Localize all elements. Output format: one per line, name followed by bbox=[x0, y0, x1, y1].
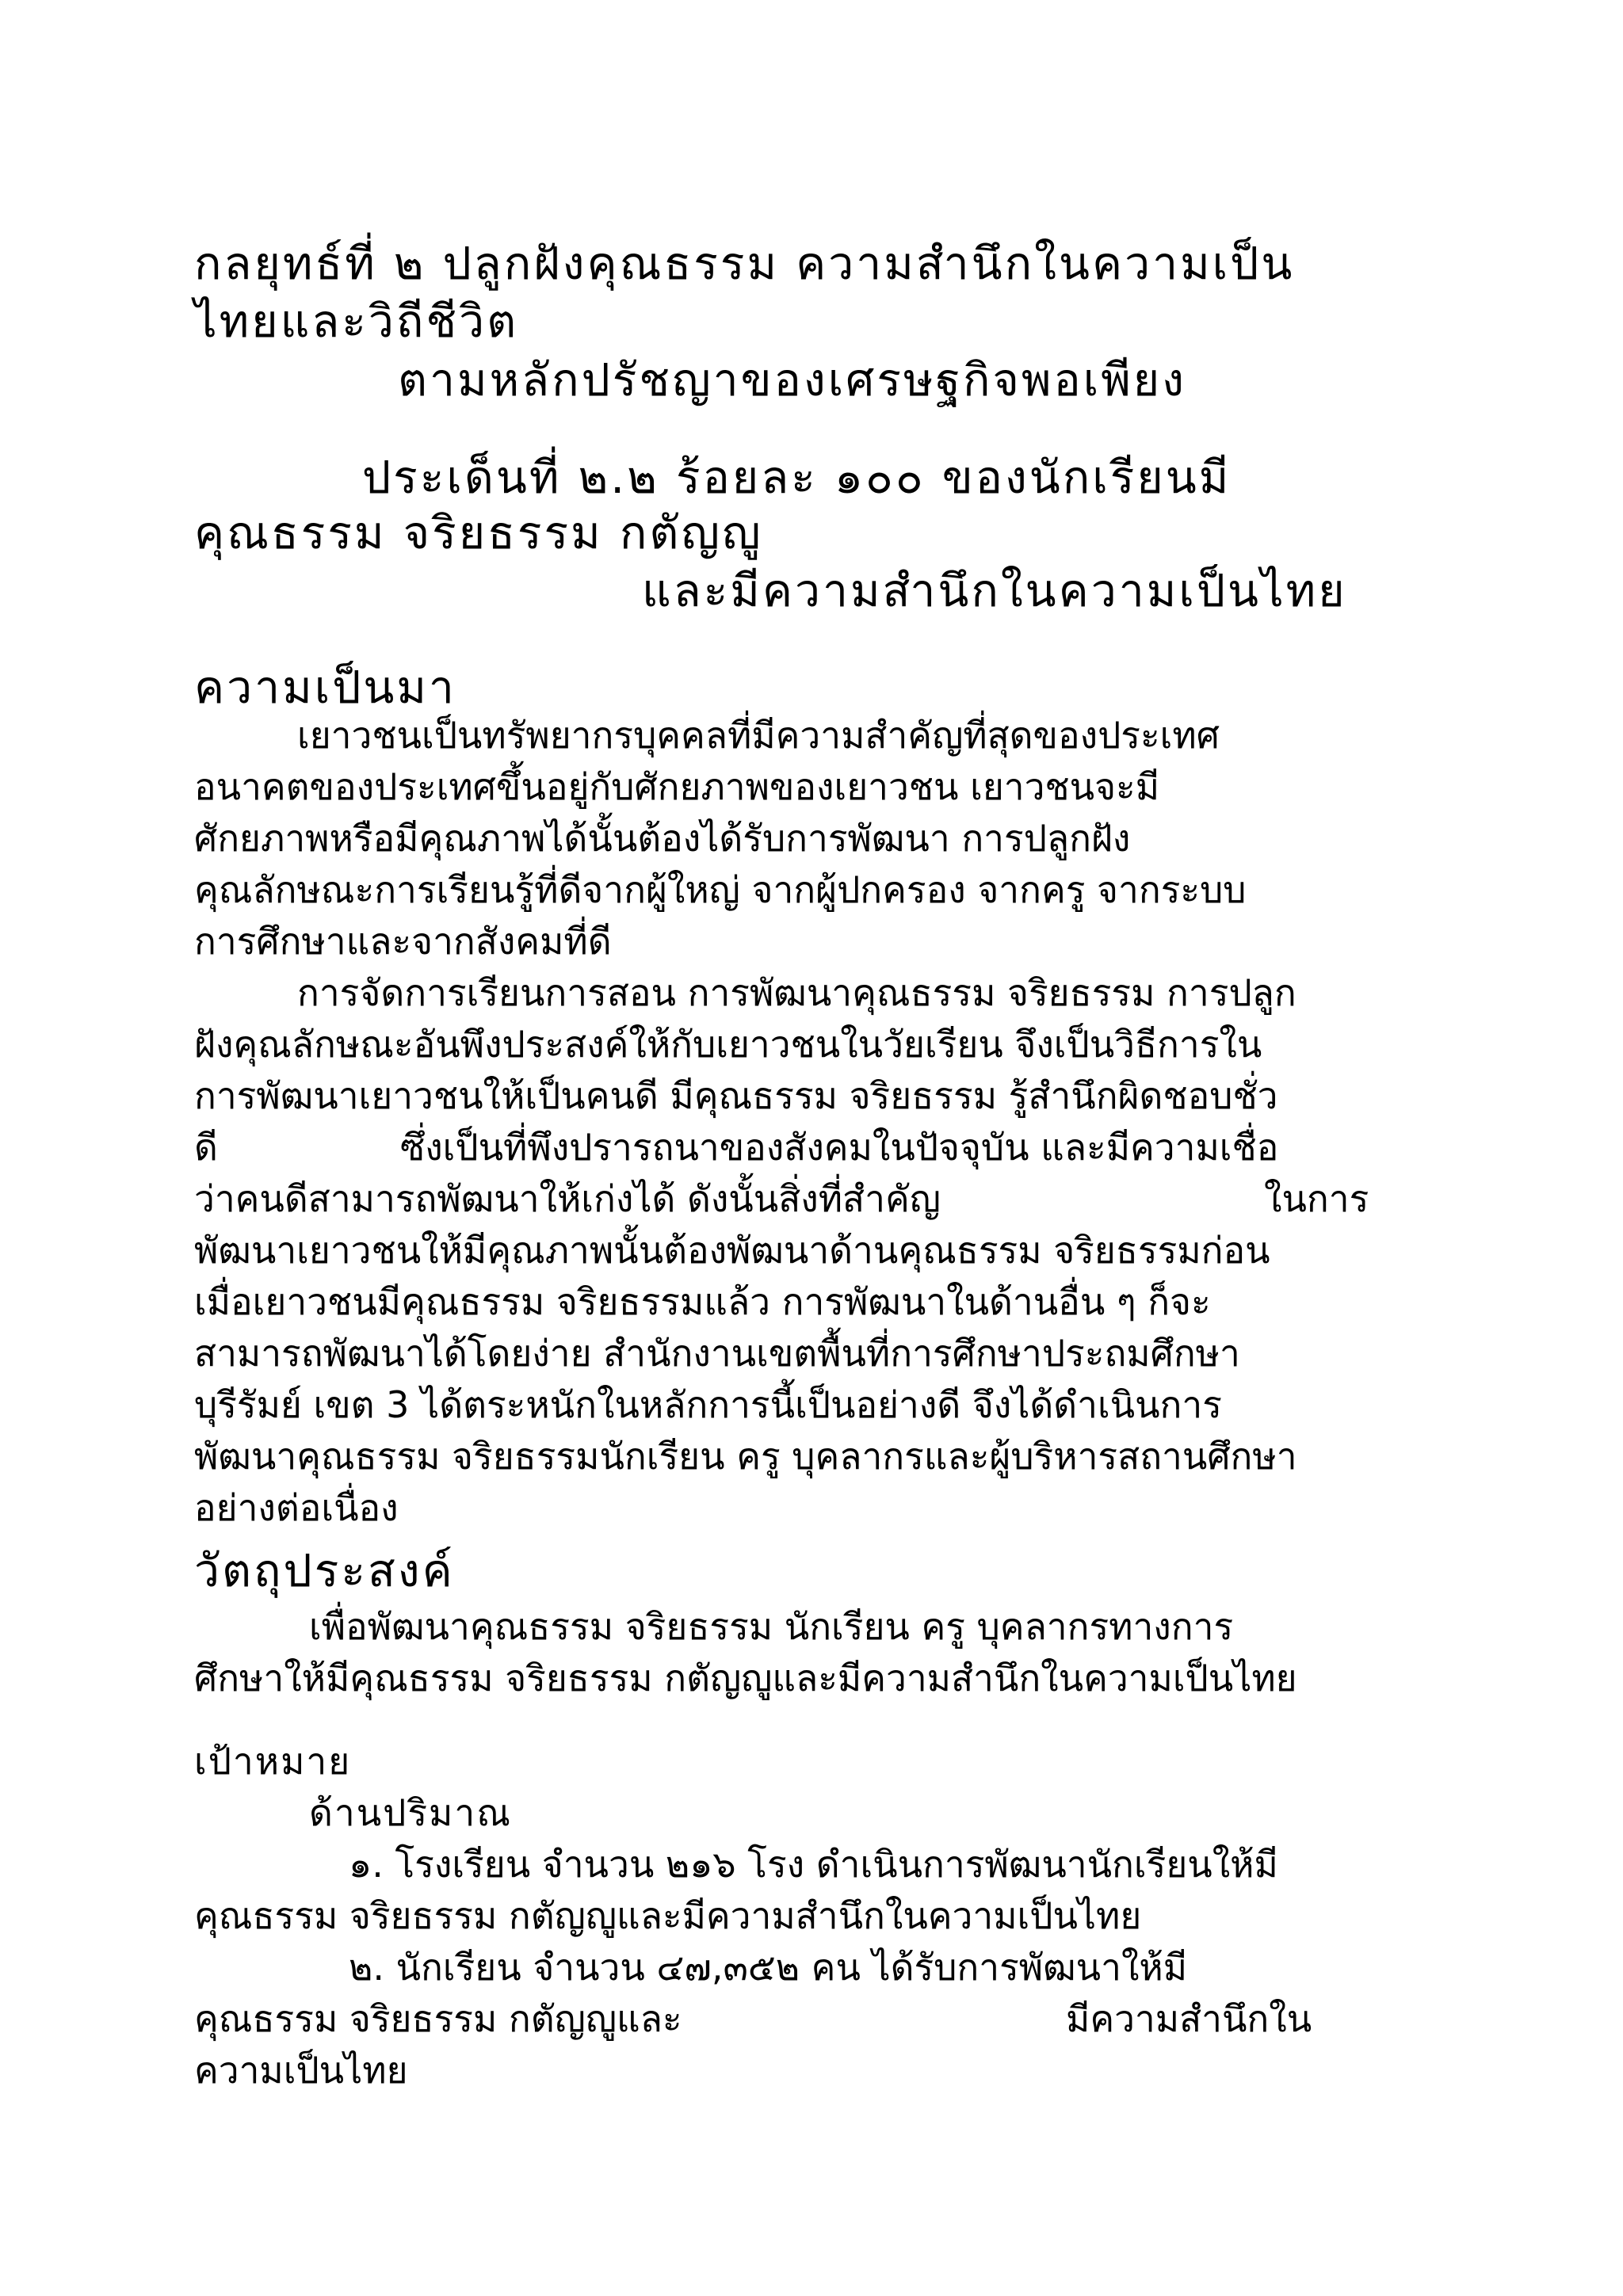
background-line: ในการ bbox=[1264, 1177, 1369, 1220]
background-line: บุรีรัมย์ เขต 3 ได้ตระหนักในหลักการนี้เป็นอย่างดี จึงได้ดำเนินการ bbox=[194, 1383, 1222, 1426]
background-line: การจัดการเรียนการสอน การพัฒนาคุณธรรม จริยธรรม การปลูก bbox=[297, 971, 1296, 1014]
background-line: การพัฒนาเยาวชนให้เป็นคนดี มีคุณธรรม จริยธรรม รู้สำนึกผิดชอบชั่ว bbox=[194, 1074, 1278, 1117]
objective-line: เพื่อพัฒนาคุณธรรม จริยธรรม นักเรียน ครู บุคลากรทางการ bbox=[309, 1605, 1234, 1648]
issue-title-line-1: ประเด็นที่ ๒.๒ ร้อยละ ๑๐๐ ของนักเรียนมี bbox=[362, 452, 1232, 504]
background-line: อนาคตของประเทศขึ้นอยู่กับศักยภาพของเยาวชน เยาวชนจะมี bbox=[194, 765, 1160, 808]
background-line: คุณลักษณะการเรียนรู้ที่ดีจากผู้ใหญ่ จากผู้ปกครอง จากครู จากระบบ bbox=[194, 868, 1247, 911]
strategy-title-line-2: ไทยและวิถีชีวิต bbox=[194, 296, 519, 348]
issue-title-line-3: และมีความสำนึกในความเป็นไทย bbox=[642, 565, 1347, 617]
background-line: ซึ่งเป็นที่พึงปรารถนาของสังคมในปัจจุบัน และมีความเชื่อ bbox=[400, 1126, 1279, 1169]
background-line: อย่างต่อเนื่อง bbox=[194, 1486, 399, 1529]
strategy-title-line-3: ตามหลักปรัชญาของเศรษฐกิจพอเพียง bbox=[398, 354, 1187, 406]
target-line: คุณธรรม จริยธรรม กตัญญูและ bbox=[194, 1997, 682, 2040]
target-line: ๒. นักเรียน จำนวน ๔๗,๓๕๒ คน ได้รับการพัฒนาให้มี bbox=[349, 1946, 1188, 1989]
background-heading: ความเป็นมา bbox=[194, 662, 456, 714]
background-line: การศึกษาและจากสังคมที่ดี bbox=[194, 920, 612, 963]
background-line: เยาวชนเป็นทรัพยากรบุคคลที่มีความสำคัญที่สุดของประเทศ bbox=[297, 714, 1220, 757]
target-line: ๑. โรงเรียน จำนวน ๒๑๖ โรง ดำเนินการพัฒนานักเรียนให้มี bbox=[349, 1843, 1278, 1886]
strategy-title-line-1: กลยุทธ์ที่ ๒ ปลูกฝังคุณธรรม ความสำนึกในความเป็น bbox=[194, 238, 1295, 290]
background-line: ศักยภาพหรือมีคุณภาพได้นั้นต้องได้รับการพัฒนา การปลูกฝัง bbox=[194, 817, 1131, 860]
target-line: มีความสำนึกใน bbox=[1066, 1997, 1312, 2040]
target-line: คุณธรรม จริยธรรม กตัญญูและมีความสำนึกในความเป็นไทย bbox=[194, 1894, 1142, 1937]
objective-heading: วัตถุประสงค์ bbox=[194, 1545, 455, 1597]
background-line: ดี bbox=[194, 1126, 218, 1169]
background-line: เมื่อเยาวชนมีคุณธรรม จริยธรรมแล้ว การพัฒนาในด้านอื่น ๆ ก็จะ bbox=[194, 1280, 1211, 1323]
target-line: ความเป็นไทย bbox=[194, 2049, 408, 2092]
background-line: พัฒนาคุณธรรม จริยธรรมนักเรียน ครู บุคลากรและผู้บริหารสถานศึกษา bbox=[194, 1435, 1297, 1478]
background-line: ฝังคุณลักษณะอันพึงประสงค์ให้กับเยาวชนในวัยเรียน จึงเป็นวิธีการใน bbox=[194, 1023, 1262, 1066]
background-line: พัฒนาเยาวชนให้มีคุณภาพนั้นต้องพัฒนาด้านคุณธรรม จริยธรรมก่อน bbox=[194, 1229, 1270, 1272]
objective-line: ศึกษาให้มีคุณธรรม จริยธรรม กตัญญูและมีความสำนึกในความเป็นไทย bbox=[194, 1657, 1297, 1699]
background-line: สามารถพัฒนาได้โดยง่าย สำนักงานเขตพื้นที่การศึกษาประถมศึกษา bbox=[194, 1332, 1240, 1375]
background-line: ว่าคนดีสามารถพัฒนาให้เก่งได้ ดังนั้นสิ่งที่สำคัญ bbox=[194, 1177, 941, 1220]
issue-title-line-2: คุณธรรม จริยธรรม กตัญญู bbox=[194, 507, 763, 559]
target-heading: เป้าหมาย bbox=[194, 1740, 352, 1783]
target-subheading: ด้านปริมาณ bbox=[309, 1791, 512, 1834]
